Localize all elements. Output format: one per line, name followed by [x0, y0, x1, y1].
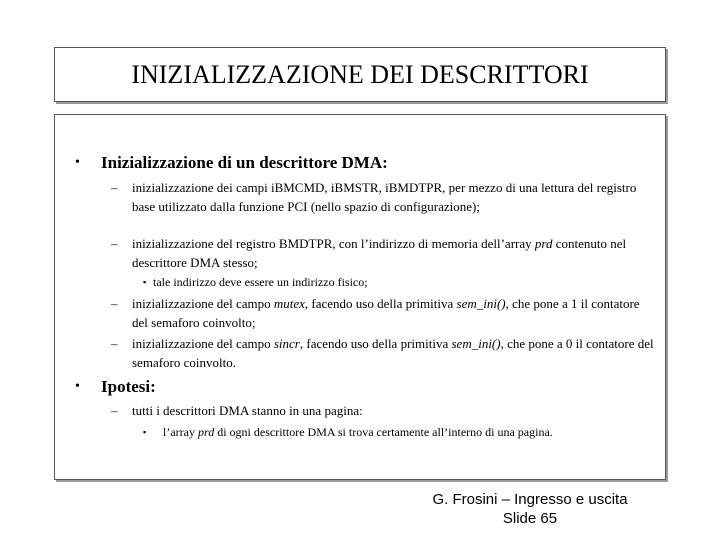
- bullet-symbol: •: [75, 155, 80, 170]
- bullet-label: Inizializzazione di un descrittore DMA:: [101, 153, 388, 172]
- list-item-text: inizializzazione del campo mutex, facendo uso della primitiva sem_ini(), che pone a 1 il contatore del semaforo coinvolto;: [132, 296, 640, 330]
- dash-symbol: –: [111, 336, 118, 351]
- list-item-text: inizializzazione dei campi iBMCMD, iBMSTR, iBMDTPR, per mezzo di una lettura del registro base utilizzato dalla funzione PCI (nello spazio di configurazione);: [132, 180, 637, 214]
- bullet-label: Ipotesi:: [101, 377, 156, 396]
- content-box: [54, 114, 666, 480]
- footer-author-line: G. Frosini – Ingresso e uscita: [432, 491, 628, 508]
- slide-footer: [410, 490, 650, 528]
- square-bullet-icon: ▪: [143, 277, 147, 287]
- dash-symbol: –: [111, 180, 118, 195]
- slide-title: INIZIALIZZAZIONE DEI DESCRITTORI: [131, 59, 589, 89]
- square-bullet-icon: ▪: [143, 427, 147, 437]
- dash-symbol: –: [111, 236, 118, 251]
- dash-symbol: –: [111, 403, 118, 418]
- footer-slide-number: Slide 65: [502, 510, 558, 527]
- list-item-text: inizializzazione del registro BMDTPR, con l’indirizzo di memoria dell’array prd contenuto nel descrittore DMA stesso;: [132, 236, 627, 270]
- list-item-text: tutti i descrittori DMA stanno in una pagina:: [132, 403, 363, 418]
- dash-symbol: –: [111, 296, 118, 311]
- bullet-symbol: •: [75, 379, 80, 394]
- sub-list-item-text: tale indirizzo deve essere un indirizzo fisico;: [153, 275, 368, 289]
- list-item-text: inizializzazione del campo sincr, facendo uso della primitiva sem_ini(), che pone a 0 il contatore del semaforo coinvolto.: [132, 336, 654, 370]
- sub-list-item-text: l’array prd di ogni descrittore DMA si trova certamente all’interno di una pagina.: [163, 425, 553, 439]
- title-box: [54, 47, 666, 102]
